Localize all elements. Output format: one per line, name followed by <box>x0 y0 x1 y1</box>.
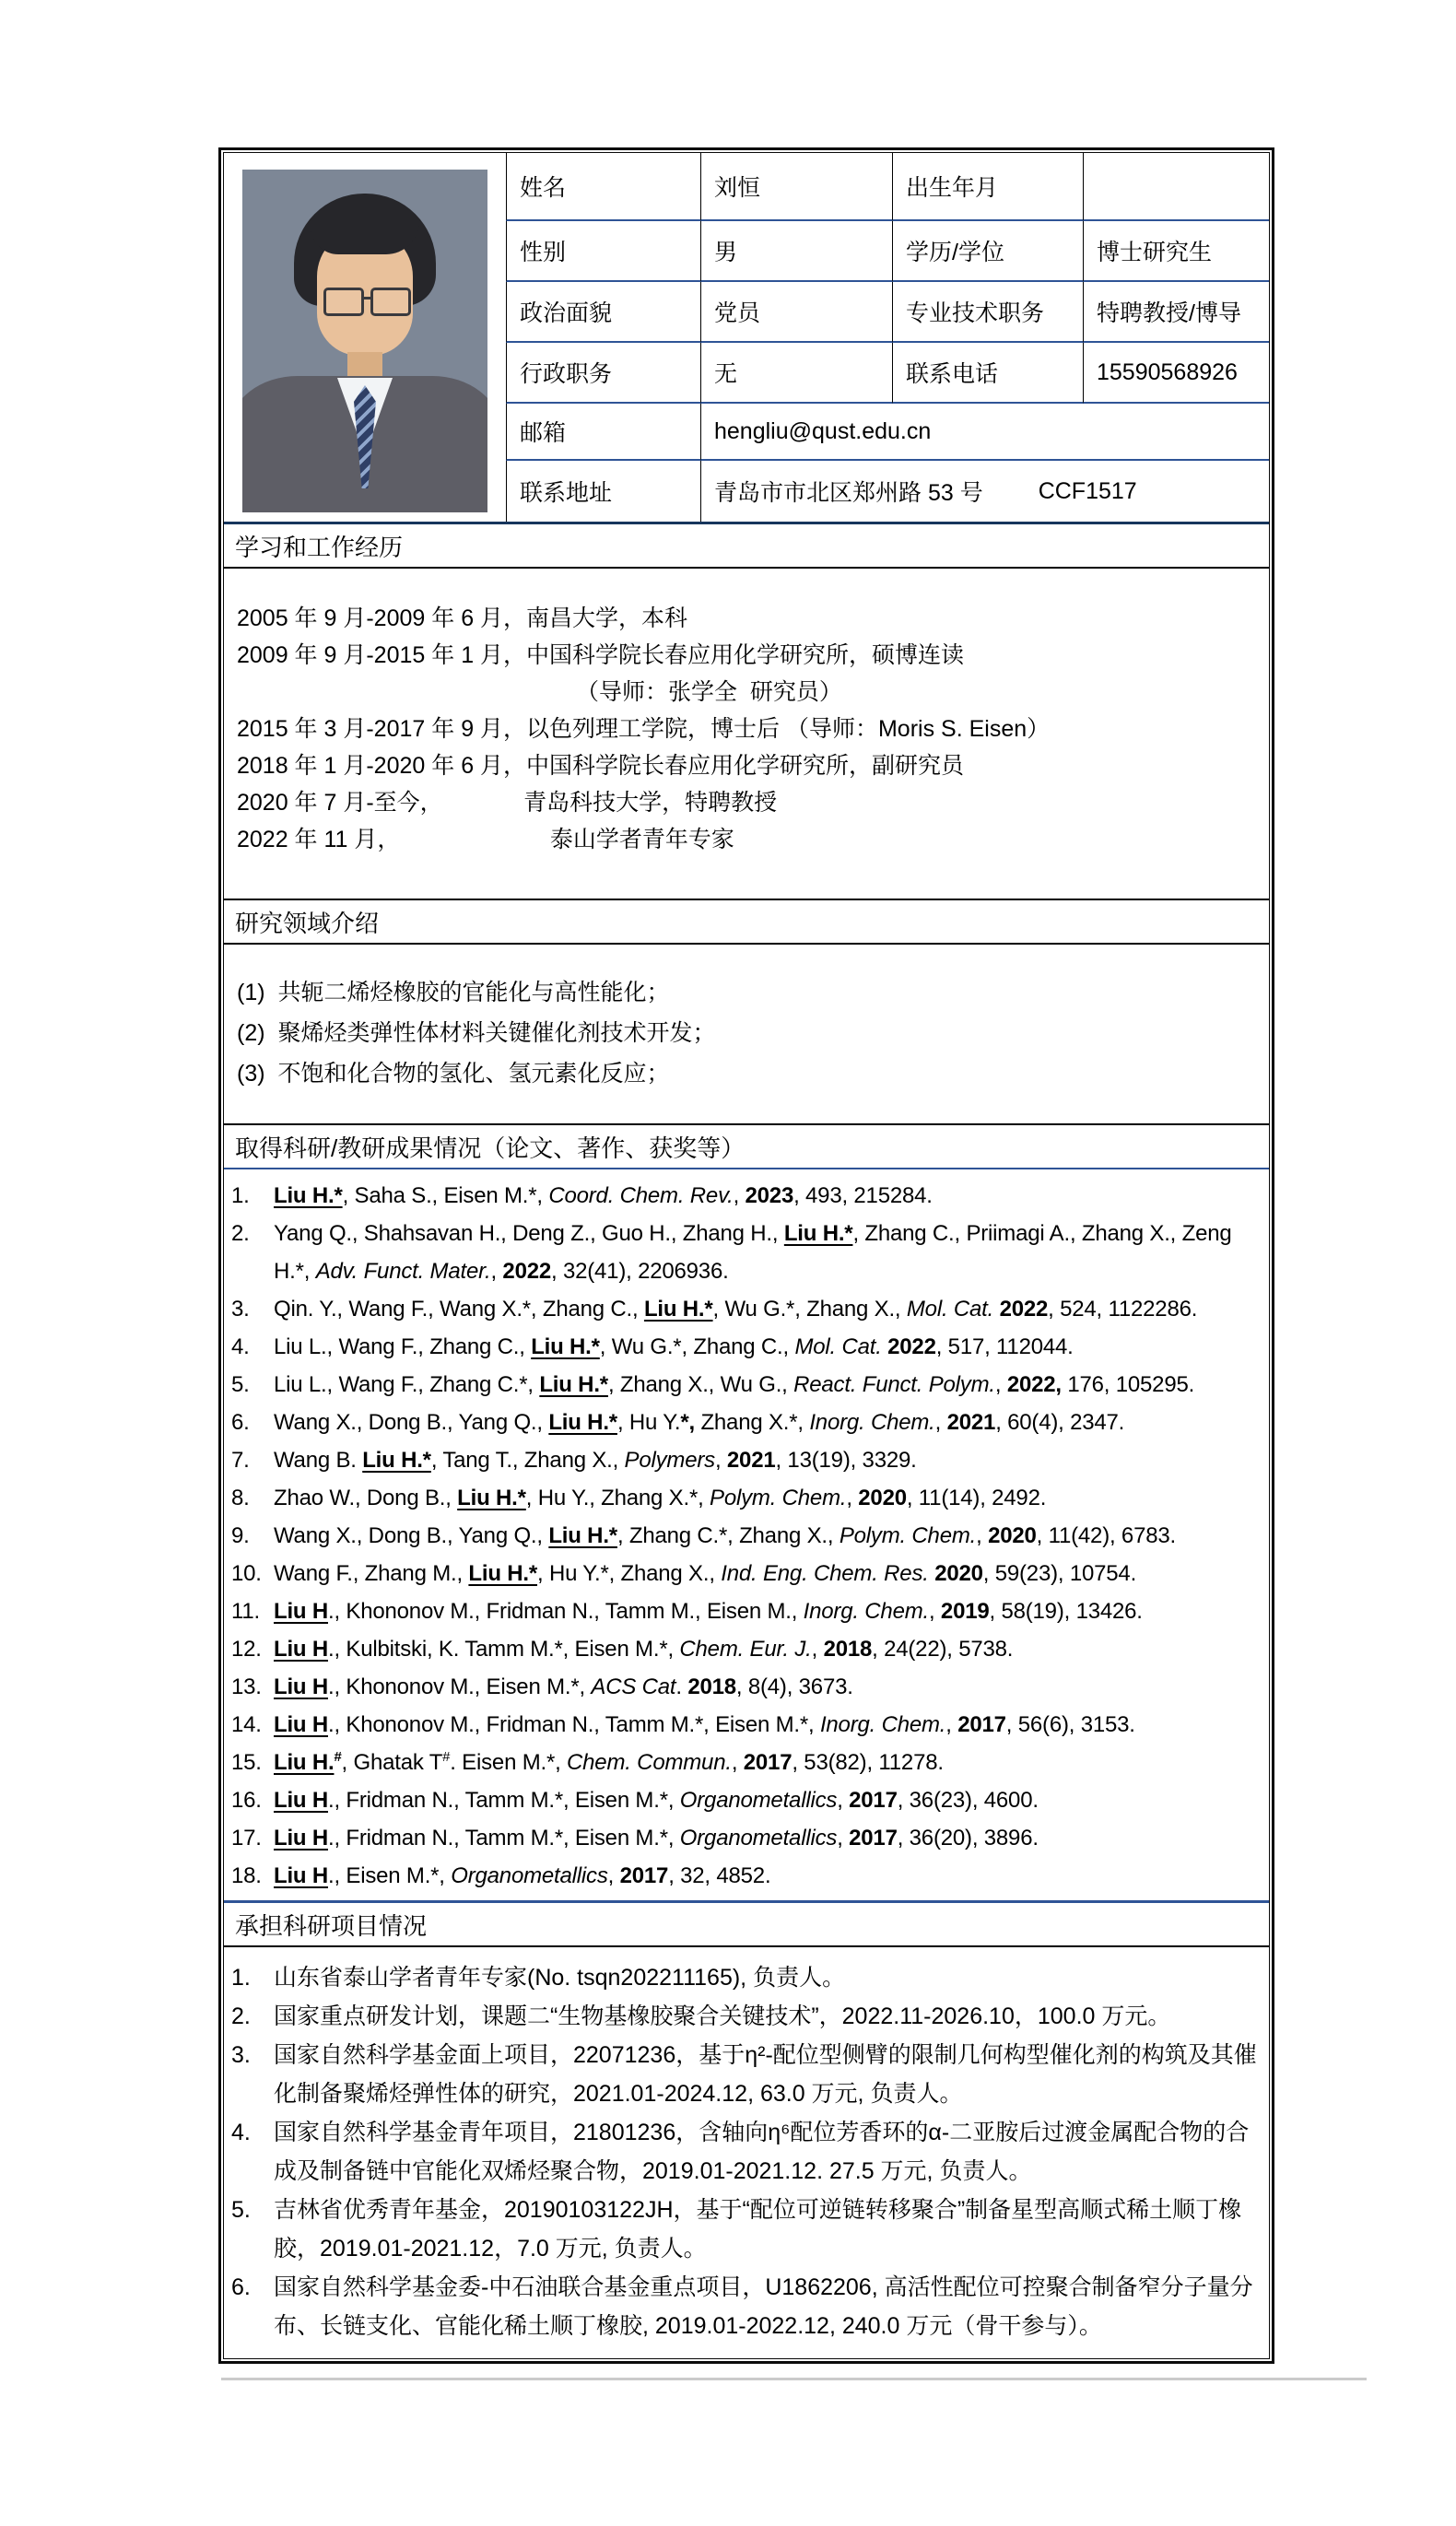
text-run: , Ghatak T <box>341 1750 443 1775</box>
text-run: 2022 <box>887 1334 936 1359</box>
text-run: Liu H.* <box>548 1523 617 1548</box>
item-number: 11. <box>231 1599 260 1624</box>
text-run: , <box>733 1183 746 1208</box>
item-text: 山东省泰山学者青年专家(No. tsqn202211165), 负责人。 <box>274 1965 846 1991</box>
text-run: , Zhang X., Wu G., <box>607 1372 794 1397</box>
text-run: Liu H <box>274 1863 328 1888</box>
text-run: Liu H <box>274 1712 328 1737</box>
info-label-title: 专业技术职务 <box>892 282 1083 343</box>
photo-glasses-left <box>323 288 364 316</box>
text-run: 2022 <box>502 1259 552 1284</box>
text-run: , 58(19), 13426. <box>989 1599 1143 1624</box>
text-run: 176, 105295. <box>1061 1372 1195 1397</box>
item-text <box>274 1857 1262 1895</box>
text-run: Chem. Eur. J. <box>679 1637 812 1662</box>
section-title-publications: 取得科研/教研成果情况（论文、著作、获奖等） <box>235 1134 746 1162</box>
project-item <box>231 2191 1260 2268</box>
text-run: Polym. Chem. <box>839 1523 977 1548</box>
text-run: Wang B. <box>274 1448 363 1473</box>
text-run: 2021 <box>946 1410 996 1435</box>
text-run: Liu H.* <box>274 1183 343 1208</box>
publication-item <box>231 1857 1262 1895</box>
text-run: , Hu Y.*, Zhang X., <box>537 1561 722 1586</box>
text-run: . <box>675 1674 688 1699</box>
item-text <box>274 1290 1262 1328</box>
info-value-title: 特聘教授/博导 <box>1083 282 1269 343</box>
item-text <box>274 1215 1262 1290</box>
item-text <box>274 1555 1262 1592</box>
publication-item <box>231 1668 1262 1706</box>
info-value-gender: 男 <box>700 221 892 282</box>
item-number: 6. <box>231 1410 250 1435</box>
text-run: , 32, 4852. <box>668 1863 771 1888</box>
text-run: , 36(20), 3896. <box>897 1826 1039 1850</box>
experience-line: 2005 年 9 月-2009 年 6 月，南昌大学，本科 <box>237 605 688 631</box>
text-run: Mol. Cat. <box>794 1334 882 1359</box>
section-content-research <box>224 945 1269 1123</box>
experience-line: 2018 年 1 月-2020 年 6 月，中国科学院长春应用化学研究所，副研究员 <box>237 753 965 779</box>
text-run: Liu H.* <box>643 1297 713 1322</box>
info-value-birthdate <box>1083 153 1269 221</box>
item-text <box>274 1630 1262 1668</box>
photo-glasses-bridge <box>361 297 370 300</box>
section-header-projects <box>224 1900 1269 1947</box>
item-text <box>274 1706 1262 1744</box>
research-line: (1) 共轭二烯烃橡胶的官能化与高性能化； <box>237 980 670 1005</box>
project-list <box>224 1947 1269 2358</box>
text-run: Polymers <box>624 1448 715 1473</box>
text-run: ACS Cat <box>591 1674 676 1699</box>
info-label-address: 联系地址 <box>506 461 700 522</box>
text-run: . Eisen M.*, <box>450 1750 568 1775</box>
publication-list <box>224 1169 1269 1900</box>
item-text <box>274 1517 1262 1555</box>
publication-item <box>231 1706 1262 1744</box>
text-run: Liu H <box>274 1826 328 1850</box>
text-run: , <box>714 1448 727 1473</box>
experience-line: （导师：张学全 研究员） <box>576 679 842 705</box>
text-run: 2018 <box>687 1674 736 1699</box>
item-number: 3. <box>231 1297 250 1322</box>
item-text <box>274 1177 1262 1215</box>
text-run: 2022, <box>1006 1372 1062 1397</box>
section-content-experience <box>224 569 1269 899</box>
item-text <box>274 1744 1262 1781</box>
section-title-projects: 承担科研项目情况 <box>235 1911 428 1940</box>
text-run: Inorg. Chem. <box>803 1599 929 1624</box>
text-run: , 11(14), 2492. <box>906 1486 1047 1510</box>
text-run: , Zhang C.*, Zhang X., <box>616 1523 840 1548</box>
text-run: , 32(41), 2206936. <box>551 1259 729 1284</box>
text-run: 2018 <box>823 1637 873 1662</box>
experience-line: 2020 年 7 月-至今， 青岛科技大学，特聘教授 <box>237 790 778 816</box>
publication-item <box>231 1290 1262 1328</box>
text-run: 2021 <box>726 1448 776 1473</box>
text-run: , 36(23), 4600. <box>897 1788 1039 1813</box>
text-run: 2023 <box>745 1183 794 1208</box>
text-run: Liu H.* <box>531 1334 600 1359</box>
text-run: , <box>731 1750 744 1775</box>
publication-item <box>231 1592 1262 1630</box>
text-run: Liu H.* <box>457 1486 526 1510</box>
text-run: Liu H <box>274 1599 328 1624</box>
item-number: 10. <box>231 1561 262 1586</box>
text-run: # <box>334 1750 342 1765</box>
item-text <box>274 1366 1262 1404</box>
text-run: Liu H.* <box>362 1448 431 1473</box>
text-run: , <box>837 1788 850 1813</box>
research-line: (2) 聚烯烃类弹性体材料关键催化剂技术开发； <box>237 1020 716 1046</box>
publication-item <box>231 1441 1262 1479</box>
info-label-phone: 联系电话 <box>892 343 1083 404</box>
info-value-email: hengliu@qust.edu.cn <box>700 404 1269 461</box>
text-run: Liu L., Wang F., Zhang C.*, <box>274 1372 540 1397</box>
publication-item <box>231 1404 1262 1441</box>
text-run: , Tang T., Zhang X., <box>430 1448 625 1473</box>
text-run: , <box>934 1410 947 1435</box>
cv-table-frame <box>218 147 1274 2364</box>
item-text: 国家自然科学基金面上项目，22071236，基于η²-配位型侧臂的限制几何构型催化剂的构筑及其催化制备聚烯烃弹性体的研究，2021.01-2024.12, 63.0 万元, 负责人。 <box>274 2042 1257 2107</box>
text-run: , Zhang C., Priimagi A., Zhang X., Zeng H.*, <box>274 1221 1232 1284</box>
text-run: Inorg. Chem. <box>819 1712 946 1737</box>
text-run: , <box>976 1523 989 1548</box>
experience-line: 2022 年 11 月， 泰山学者青年专家 <box>237 827 734 852</box>
section-header-research <box>224 899 1269 945</box>
text-run: , 13(19), 3329. <box>775 1448 917 1473</box>
item-text <box>274 1404 1262 1441</box>
text-run: , Hu Y., Zhang X.*, <box>525 1486 710 1510</box>
text-run: , Wu G.*, Zhang X., <box>712 1297 907 1322</box>
info-label-name: 姓名 <box>506 153 700 221</box>
publication-item <box>231 1479 1262 1517</box>
text-run: # <box>442 1750 451 1765</box>
text-run: 2019 <box>940 1599 990 1624</box>
text-run: Organometallics <box>679 1788 838 1813</box>
text-run: Adv. Funct. Mater. <box>315 1259 491 1284</box>
text-run: , <box>837 1826 850 1850</box>
item-number: 4. <box>231 2120 251 2145</box>
text-run: 2020 <box>934 1561 983 1586</box>
item-number: 1. <box>231 1183 250 1208</box>
text-run: Zhao W., Dong B., <box>274 1486 458 1510</box>
item-text <box>274 1592 1262 1630</box>
cv-table-inner-border <box>223 152 1270 2359</box>
publication-item <box>231 1819 1262 1857</box>
text-run: Liu H.* <box>548 1410 617 1435</box>
item-text: 国家自然科学基金委-中石油联合基金重点项目，U1862206, 高活性配位可控聚合制备窄分子量分布、长链支化、官能化稀土顺丁橡胶, 2019.01-2022.12, 240.0 万元（骨干参与）。 <box>274 2274 1253 2339</box>
text-run: Zhang X.*, <box>694 1410 810 1435</box>
text-run: Inorg. Chem. <box>809 1410 935 1435</box>
publication-item <box>231 1744 1262 1781</box>
text-run: Organometallics <box>679 1826 838 1850</box>
publication-item <box>231 1555 1262 1592</box>
project-item <box>231 2036 1260 2113</box>
publication-item <box>231 1328 1262 1366</box>
info-value-name: 刘恒 <box>700 153 892 221</box>
text-run: Liu H.* <box>539 1372 608 1397</box>
item-text <box>274 1819 1262 1857</box>
info-label-gender: 性别 <box>506 221 700 282</box>
item-text: 国家重点研发计划，课题二“生物基橡胶聚合关键技术”，2022.11-2026.10，100.0 万元。 <box>274 2003 1171 2029</box>
project-item <box>231 2113 1260 2191</box>
info-value-political: 党员 <box>700 282 892 343</box>
text-run: Ind. Eng. Chem. Res. <box>721 1561 929 1586</box>
footer-divider <box>221 2378 1367 2380</box>
info-label-admin: 行政职务 <box>506 343 700 404</box>
item-number: 1. <box>231 1965 251 1991</box>
text-run: , Hu Y. <box>616 1410 681 1435</box>
text-run: 2017 <box>743 1750 793 1775</box>
item-text <box>274 1479 1262 1517</box>
photo-cell <box>224 153 506 522</box>
text-run: React. Funct. Polym. <box>793 1372 995 1397</box>
text-run: Qin. Y., Wang F., Wang X.*, Zhang C., <box>274 1297 644 1322</box>
text-run: Wang X., Dong B., Yang Q., <box>274 1410 549 1435</box>
item-number: 2. <box>231 2003 251 2029</box>
item-number: 18. <box>231 1863 262 1888</box>
text-run: , 524, 1122286. <box>1048 1297 1198 1322</box>
text-run: Liu H <box>274 1637 328 1662</box>
text-run: Liu H <box>274 1674 328 1699</box>
section-title-research: 研究领域介绍 <box>235 909 380 937</box>
item-text: 吉林省优秀青年基金，20190103122JH，基于“配位可逆链转移聚合”制备星型高顺式稀土顺丁橡胶，2019.01-2021.12，7.0 万元, 负责人。 <box>274 2197 1242 2262</box>
text-run: , <box>490 1259 503 1284</box>
publication-item <box>231 1215 1262 1290</box>
info-value-admin: 无 <box>700 343 892 404</box>
text-run: , <box>994 1372 1007 1397</box>
text-run: 2017 <box>849 1826 898 1850</box>
text-run: , 24(22), 5738. <box>872 1637 1014 1662</box>
text-run: , 517, 112044. <box>935 1334 1074 1359</box>
info-label-email: 邮箱 <box>506 404 700 461</box>
text-run: Liu H <box>274 1788 328 1813</box>
section-header-publications <box>224 1123 1269 1169</box>
publication-item <box>231 1517 1262 1555</box>
project-item <box>231 1958 1260 1997</box>
text-run: 2022 <box>999 1297 1049 1322</box>
item-text <box>274 1781 1262 1819</box>
item-number: 4. <box>231 1334 250 1359</box>
item-number: 13. <box>231 1674 262 1699</box>
text-run: , <box>811 1637 824 1662</box>
text-run: ., Eisen M.*, <box>328 1863 452 1888</box>
item-number: 6. <box>231 2274 251 2300</box>
text-run: , Wu G.*, Zhang C., <box>599 1334 795 1359</box>
text-run: , 56(6), 3153. <box>1005 1712 1135 1737</box>
text-run: Mol. Cat. <box>906 1297 994 1322</box>
item-text <box>274 1668 1262 1706</box>
text-run: Liu H.* <box>783 1221 853 1246</box>
text-run: Liu H.* <box>468 1561 538 1586</box>
item-number: 9. <box>231 1523 250 1548</box>
text-run: 2017 <box>619 1863 669 1888</box>
text-run: Liu L., Wang F., Zhang C., <box>274 1334 532 1359</box>
address-room: CCF1517 <box>1038 477 1137 504</box>
text-run: ., Fridman N., Tamm M.*, Eisen M.*, <box>328 1826 680 1850</box>
item-number: 2. <box>231 1221 250 1246</box>
info-value-phone: 15590568926 <box>1083 343 1269 404</box>
text-run: Liu H. <box>274 1750 335 1775</box>
text-run: , 60(4), 2347. <box>995 1410 1125 1435</box>
text-run: 2017 <box>957 1712 1006 1737</box>
address-text: 青岛市市北区郑州路 53 号 <box>714 480 983 506</box>
personal-info-table <box>224 153 1269 524</box>
text-run: , <box>607 1863 620 1888</box>
text-run: ., Fridman N., Tamm M.*, Eisen M.*, <box>328 1788 680 1813</box>
text-run: , <box>928 1599 941 1624</box>
text-run: Wang X., Dong B., Yang Q., <box>274 1523 549 1548</box>
item-number: 8. <box>231 1486 250 1510</box>
item-number: 12. <box>231 1637 262 1662</box>
text-run: , Saha S., Eisen M.*, <box>342 1183 549 1208</box>
text-run: ., Kulbitski, K. Tamm M.*, Eisen M.*, <box>328 1637 680 1662</box>
item-number: 14. <box>231 1712 262 1737</box>
photo-glasses-right <box>370 288 411 316</box>
info-label-political: 政治面貌 <box>506 282 700 343</box>
text-run: Organometallics <box>451 1863 608 1888</box>
item-number: 15. <box>231 1750 262 1775</box>
item-text <box>274 1441 1262 1479</box>
text-run: , 11(42), 6783. <box>1036 1523 1176 1548</box>
project-item <box>231 2268 1260 2345</box>
item-number: 5. <box>231 2197 251 2223</box>
text-run: , 8(4), 3673. <box>735 1674 853 1699</box>
section-header-experience <box>224 524 1269 569</box>
text-run: ., Khononov M., Fridman N., Tamm M., Eisen M., <box>328 1599 804 1624</box>
text-run: Chem. Commun. <box>567 1750 732 1775</box>
publication-item <box>231 1781 1262 1819</box>
item-number: 3. <box>231 2042 251 2068</box>
portrait-photo <box>242 170 487 512</box>
text-run: Yang Q., Shahsavan H., Deng Z., Guo H., Zhang H., <box>274 1221 784 1246</box>
text-run: ., Khononov M., Eisen M.*, <box>328 1674 592 1699</box>
info-label-degree: 学历/学位 <box>892 221 1083 282</box>
text-run: ., Khononov M., Fridman N., Tamm M.*, Eisen M.*, <box>328 1712 820 1737</box>
item-number: 17. <box>231 1826 262 1850</box>
info-label-birthdate: 出生年月 <box>892 153 1083 221</box>
publication-item <box>231 1177 1262 1215</box>
text-run: , <box>846 1486 859 1510</box>
text-run: , 53(82), 11278. <box>792 1750 944 1775</box>
item-number: 7. <box>231 1448 250 1473</box>
text-run: , 493, 215284. <box>793 1183 933 1208</box>
text-run: , <box>945 1712 958 1737</box>
item-number: 5. <box>231 1372 250 1397</box>
publication-item <box>231 1366 1262 1404</box>
experience-line: 2015 年 3 月-2017 年 9 月，以色列理工学院，博士后 （导师：Moris S. Eisen） <box>237 716 1051 742</box>
publication-item <box>231 1630 1262 1668</box>
text-run: 2020 <box>858 1486 907 1510</box>
project-item <box>231 1997 1260 2036</box>
experience-line: 2009 年 9 月-2015 年 1 月，中国科学院长春应用化学研究所，硕博连读 <box>237 642 965 668</box>
section-title-experience: 学习和工作经历 <box>235 533 404 561</box>
text-run: , 59(23), 10754. <box>982 1561 1137 1586</box>
text-run: Polym. Chem. <box>710 1486 847 1510</box>
info-value-address <box>700 461 1269 522</box>
text-run: Wang F., Zhang M., <box>274 1561 469 1586</box>
research-line: (3) 不饱和化合物的氢化、氢元素化反应； <box>237 1061 670 1087</box>
info-value-degree: 博士研究生 <box>1083 221 1269 282</box>
text-run: Coord. Chem. Rev. <box>548 1183 734 1208</box>
text-run: 2020 <box>988 1523 1037 1548</box>
text-run: 2017 <box>849 1788 898 1813</box>
item-number: 16. <box>231 1788 262 1813</box>
item-text <box>274 1328 1262 1366</box>
text-run: *, <box>680 1410 695 1435</box>
item-text: 国家自然科学基金青年项目，21801236，含轴向η⁶配位芳香环的α-二亚胺后过渡金属配合物的合成及制备链中官能化双烯烃聚合物，2019.01-2021.12. 27.5 万元, 负责人。 <box>274 2120 1250 2184</box>
photo-fringe <box>311 221 419 254</box>
